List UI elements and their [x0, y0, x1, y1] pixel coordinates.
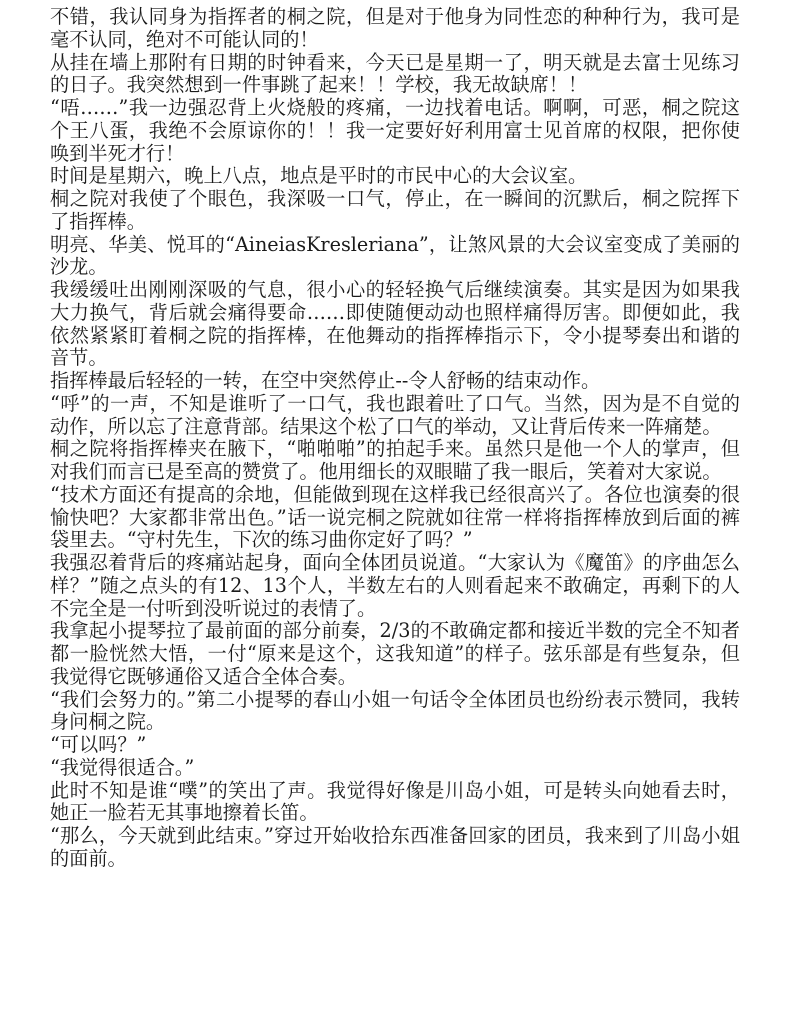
- paragraph: “呼”的一声，不知是谁听了一口气，我也跟着吐了口气。当然，因为是不自觉的动作，所以忘了注意背部。结果这个松了口气的举动，又让背后传来一阵痛楚。: [50, 391, 740, 438]
- paragraph: “技术方面还有提高的余地，但能做到现在这样我已经很高兴了。各位也演奏的很愉快吧？大家都非常出色。”话一说完桐之院就如往常一样将指挥棒放到后面的裤袋里去。“守村先生，下次的练习曲你定好了吗？”: [50, 482, 740, 552]
- paragraph: 桐之院对我使了个眼色，我深吸一口气，停止，在一瞬间的沉默后，桐之院挥下了指挥棒。: [50, 187, 740, 233]
- paragraph: 桐之院将指挥棒夹在腋下，“啪啪啪”的拍起手来。虽然只是他一个人的掌声，但对我们而言已是至高的赞赏了。他用细长的双眼瞄了我一眼后，笑着对大家说。: [50, 437, 740, 483]
- paragraph: 从挂在墙上那附有日期的时钟看来，今天已是星期一了，明天就是去富士见练习的日子。我突然想到一件事跳了起来！！学校，我无故缺席！！: [50, 50, 740, 97]
- paragraph: 我强忍着背后的疼痛站起身，面向全体团员说道。“大家认为《魔笛》的序曲怎么样？”随之点头的有12、13个人，半数左右的人则看起来不敢确定，再剩下的人不完全是一付听到没听说过的表情了。: [50, 551, 740, 620]
- paragraph: 不错，我认同身为指挥者的桐之院，但是对于他身为同性恋的种种行为，我可是毫不认同，绝对不可能认同的！: [50, 5, 740, 51]
- paragraph: 时间是星期六，晚上八点，地点是平时的市民中心的大会议室。: [50, 164, 588, 188]
- paragraph: 指挥棒最后轻轻的一转，在空中突然停止--令人舒畅的结束动作。: [50, 369, 601, 392]
- paragraph: “可以吗？”: [50, 733, 147, 756]
- paragraph: “我觉得很适合。”: [50, 755, 195, 779]
- paragraph: 我拿起小提琴拉了最前面的部分前奏，2/3的不敢确定都和接近半数的完全不知者都一脸恍然大悟，一付“原来是这个，这我知道”的样子。弦乐部是有些复杂，但我觉得它既够通俗又适合全体合奏。: [50, 619, 740, 688]
- paragraph: 我缓缓吐出刚刚深吸的气息，很小心的轻轻换气后继续演奏。其实是因为如果我大力换气，背后就会痛得要命……即使随便动动也照样痛得厉害。即便如此，我依然紧紧盯着桐之院的指挥棒，在他舞动的指挥棒指示下，令小提琴奏出和谐的音节。: [50, 278, 740, 370]
- paragraph: 此时不知是谁“噗”的笑出了声。我觉得好像是川岛小姐，可是转头向她看去时，她正一脸若无其事地擦着长笛。: [50, 778, 740, 825]
- page-body: [50, 6, 740, 871]
- paragraph: 明亮、华美、悦耳的“AineiasKresleriana”，让煞风景的大会议室变成了美丽的沙龙。: [50, 232, 740, 279]
- paragraph: “那么，今天就到此结束。”穿过开始收拾东西准备回家的团员，我来到了川岛小姐的面前。: [50, 824, 740, 870]
- paragraph: “唔……”我一边强忍背上火烧般的疼痛，一边找着电话。啊啊，可恶，桐之院这个王八蛋，我绝不会原谅你的！！我一定要好好利用富士见首席的权限，把你使唤到半死才行！: [50, 96, 740, 165]
- paragraph: “我们会努力的。”第二小提琴的春山小姐一句话令全体团员也纷纷表示赞同，我转身问桐之院。: [50, 687, 740, 734]
